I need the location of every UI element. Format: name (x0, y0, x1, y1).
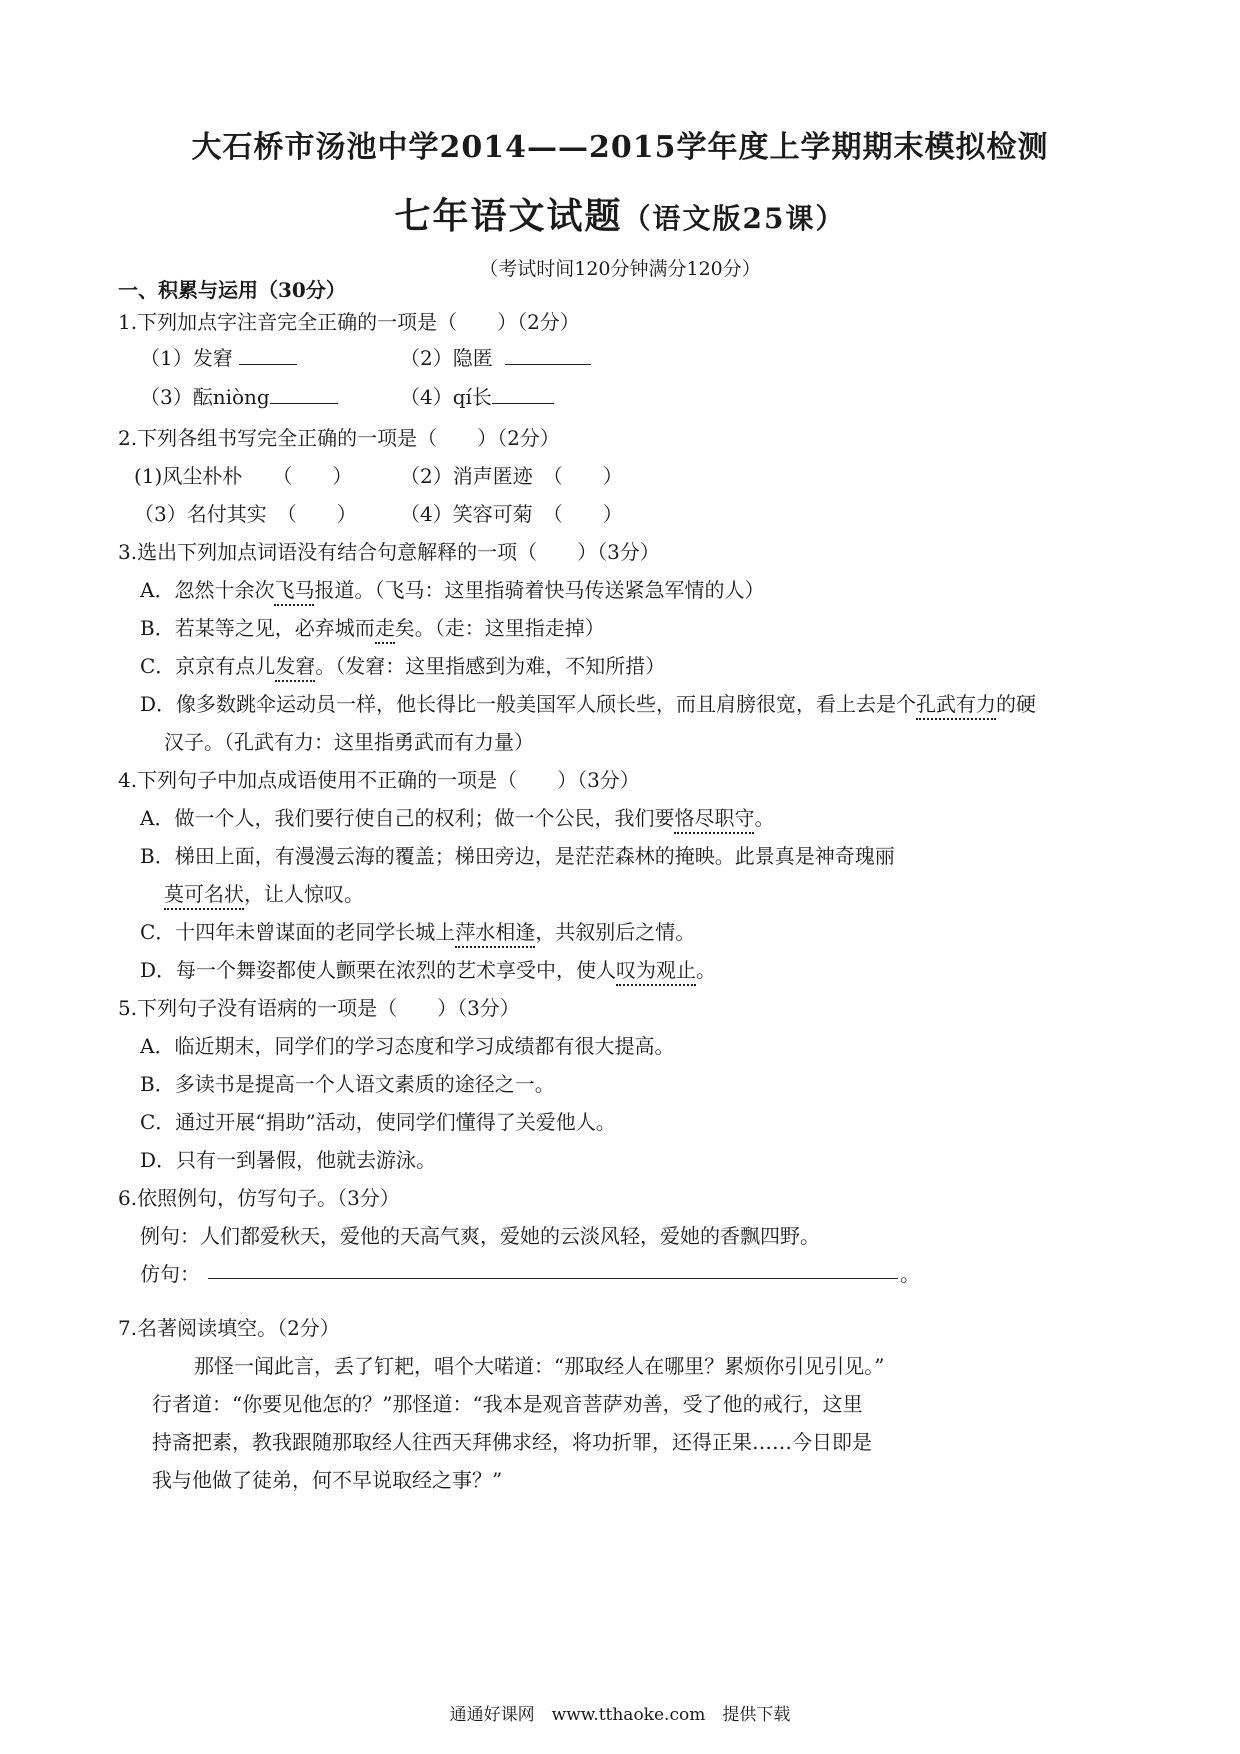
q4-b-rest: ，让人惊叹。 (244, 882, 364, 906)
q7-passage-line-3: 持斋把素，教我跟随那取经人往西天拜佛求经，将功折罪，还得正果……今日即是 (152, 1430, 872, 1454)
question-1-stem: 1.下列加点字注音完全正确的一项是（ ）（2分） (118, 310, 580, 334)
q1-option-1-text: （1）发窘 (140, 346, 233, 370)
q4-d-text: D．每一个舞姿都使人颤栗在浓烈的艺术享受中，使人 (140, 958, 617, 982)
q3-c-rest: 。（发窘：这里指感到为难，不知所措） (315, 654, 666, 678)
q1-blank-4[interactable] (492, 385, 554, 404)
question-3-stem: 3.选出下列加点词语没有结合句意解释的一项（ ）（3分） (118, 540, 660, 564)
question-2-stem: 2.下列各组书写完全正确的一项是（ ）（2分） (118, 426, 560, 450)
q1-option-3 (140, 383, 338, 411)
q4-option-b: B．梯田上面，有漫漫云海的覆盖；梯田旁边，是茫茫森林的掩映。此景真是神奇瑰丽 (140, 844, 895, 868)
q3-option-a (140, 576, 764, 604)
q2-option-2: （2）消声匿迹 （ ） (400, 464, 623, 488)
q7-passage-line-2: 行者道：“你要见他怎的？”那怪道：“我本是观音菩萨劝善，受了他的戒行，这里 (152, 1392, 863, 1416)
exam-info: （考试时间120分钟满分120分） (479, 258, 761, 280)
q7-passage-line-4: 我与他做了徒弟，何不早说取经之事？” (152, 1468, 503, 1492)
q5-option-b: B．多读书是提高一个人语文素质的途径之一。 (140, 1072, 555, 1096)
subtitle-main: 七年语文试题 (394, 195, 623, 237)
q5-option-a: A．临近期末，同学们的学习态度和学习成绩都有很大提高。 (140, 1034, 675, 1058)
q6-answer-end: 。 (900, 1262, 920, 1286)
q3-d-rest: 的硬 (996, 692, 1037, 716)
question-4-stem: 4.下列句子中加点成语使用不正确的一项是（ ）（3分） (118, 768, 640, 792)
q1-option-4 (400, 383, 554, 411)
q1-option-3-text: （3）酝niòng (140, 385, 270, 409)
q4-c-rest: ，共叙别后之情。 (535, 920, 696, 944)
q3-b-dotted: 走 (375, 616, 395, 644)
q6-example: 例句：人们都爱秋天，爱他的天高气爽，爱她的云淡风轻，爱她的香飘四野。 (140, 1224, 820, 1248)
q3-b-rest: 矣。（走：这里指走掉） (394, 616, 605, 640)
q1-option-2-text: （2）隐匿 (400, 346, 493, 370)
q7-passage-line-1: 那怪一闻此言，丢了钉耙，唱个大喏道：“那取经人在哪里？累烦你引见引见。” (194, 1354, 885, 1378)
q2-option-3: （3）名付其实 （ ） (134, 502, 357, 526)
q1-option-1 (140, 344, 297, 372)
q3-option-d (140, 690, 1036, 718)
q6-answer-label: 仿句： (140, 1262, 200, 1286)
q1-blank-2[interactable] (505, 346, 591, 365)
q4-d-dotted: 叹为观止 (616, 958, 696, 986)
section-heading: 一、积累与运用（30分） (118, 278, 346, 302)
q3-a-rest: 报道。（飞马：这里指骑着快马传送紧急军情的人） (314, 578, 765, 602)
q1-blank-1[interactable] (239, 346, 297, 365)
exam-title: 大石桥市汤池中学2014——2015学年度上学期期末模拟检测 (191, 130, 1049, 165)
q3-a-dotted: 飞马 (274, 578, 314, 606)
question-5-stem: 5.下列句子没有语病的一项是（ ）（3分） (118, 996, 520, 1020)
q3-c-dotted: 发窘 (275, 654, 315, 682)
q4-option-a (140, 804, 774, 832)
question-6-stem: 6.依照例句，仿写句子。（3分） (118, 1186, 400, 1210)
q4-a-text: A．做一个人，我们要行使自己的权利；做一个公民，我们要 (140, 806, 675, 830)
q4-b-dotted: 莫可名状 (164, 882, 244, 910)
q3-a-text: A．忽然十余次 (140, 578, 275, 602)
q4-a-dotted: 恪尽职守 (674, 806, 754, 834)
q1-option-4-text: （4）qí长 (400, 385, 492, 409)
q4-option-b-line2 (164, 880, 364, 908)
q1-option-2 (400, 344, 591, 372)
q4-c-dotted: 萍水相逢 (455, 920, 535, 948)
exam-subtitle (0, 188, 1240, 239)
q5-option-c: C．通过开展“捐助”活动，使同学们懂得了关爱他人。 (140, 1110, 616, 1134)
q3-d-dotted: 孔武有力 (916, 692, 996, 720)
q3-c-text: C．京京有点儿 (140, 654, 276, 678)
page-footer: 通通好课网 www.tthaoke.com 提供下载 (449, 1705, 791, 1725)
q4-c-text: C．十四年未曾谋面的老同学长城上 (140, 920, 456, 944)
q2-option-4: （4）笑容可菊 （ ） (400, 502, 623, 526)
q3-option-c (140, 652, 665, 680)
question-7-stem: 7.名著阅读填空。（2分） (118, 1316, 340, 1340)
subtitle-version: （语文版25课） (622, 202, 846, 235)
q5-option-d: D．只有一到暑假，他就去游泳。 (140, 1148, 437, 1172)
q4-a-rest: 。 (754, 806, 775, 830)
q4-option-d (140, 956, 716, 984)
q3-b-text: B．若某等之见，必弃城而 (140, 616, 375, 640)
q3-option-b (140, 614, 605, 642)
q3-d-text: D．像多数跳伞运动员一样，他长得比一般美国军人颀长些，而且肩膀很宽，看上去是个 (140, 692, 917, 716)
q6-answer-line[interactable] (208, 1278, 898, 1279)
q3-option-d-line2: 汉子。（孔武有力：这里指勇武而有力量） (164, 730, 534, 754)
q4-d-rest: 。 (696, 958, 717, 982)
q4-option-c (140, 918, 695, 946)
q1-blank-3[interactable] (270, 385, 338, 404)
q2-option-1: (1)风尘朴朴 （ ） (134, 464, 353, 488)
